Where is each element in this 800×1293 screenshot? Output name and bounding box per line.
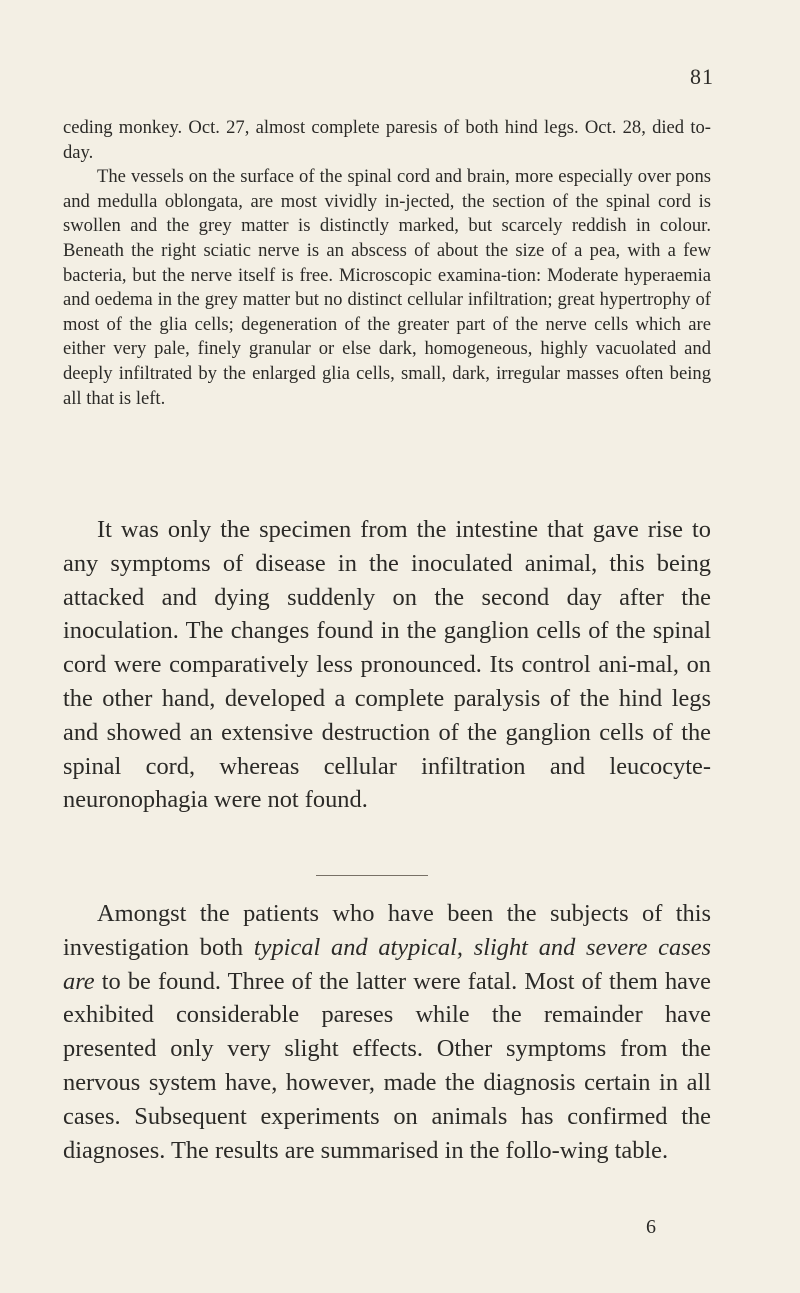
section-divider xyxy=(316,875,428,876)
patients-paragraph xyxy=(63,897,711,1167)
intestine-paragraph-text: It was only the specimen from the intestine that gave rise to any symptoms of disease in the inoculated animal, this being attacked and dying suddenly on the second day after the inoculation. The changes found in the ganglion cells of the spinal cord were comparatively less pronounced. Its control ani-mal, on the other hand, developed a complete paralysis of the hind legs and showed an extensive destruction of the ganglion cells of the spinal cord, whereas cellular infiltration and leucocyte-neuronophagia were not found. xyxy=(63,516,711,814)
patients-intro: Amongst the patients who have been the subjects of this investigation both xyxy=(63,900,711,961)
patients-paragraph-text xyxy=(63,897,711,1167)
case-report-section xyxy=(63,116,711,411)
intestine-paragraph xyxy=(63,513,711,817)
case-report-paragraph-1: ceding monkey. Oct. 27, almost complete paresis of both hind legs. Oct. 28, died to-day. xyxy=(63,117,711,163)
case-report-paragraph-2: The vessels on the surface of the spinal cord and brain, more especially over pons and medulla oblongata, are most vividly in-jected, the section of the spinal cord is swollen and the grey matter is distinctly marked, but scarcely reddish in colour. Beneath the right sciatic nerve is an abscess of about the size of a pea, with a few bacteria, but the nerve itself is free. Microscopic examina-tion: Moderate hyperaemia and oedema in the grey matter but no distinct cellular infiltration; great hypertrophy of most of the glia cells; degeneration of the greater part of the nerve cells which are either very pale, finely granular or else dark, homogeneous, highly vacuolated and deeply infiltrated by the enlarged glia cells, small, dark, irregular masses often being all that is left. xyxy=(63,166,711,409)
patients-italic-phrase: typical and atypical, slight and severe cases are xyxy=(63,933,712,995)
signature-mark: 6 xyxy=(646,1216,656,1238)
patients-rest: to be found. Three of the latter were fatal. Most of them have exhibited considerable pareses while the remainder have presented only very slight effects. Other symptoms from the nervous system have, however, made the diagnosis certain in all cases. Subsequent experiments on animals has confirmed the diagnoses. The results are summarised in the follo-wing table. xyxy=(63,967,711,1164)
page-number: 81 xyxy=(690,64,714,89)
